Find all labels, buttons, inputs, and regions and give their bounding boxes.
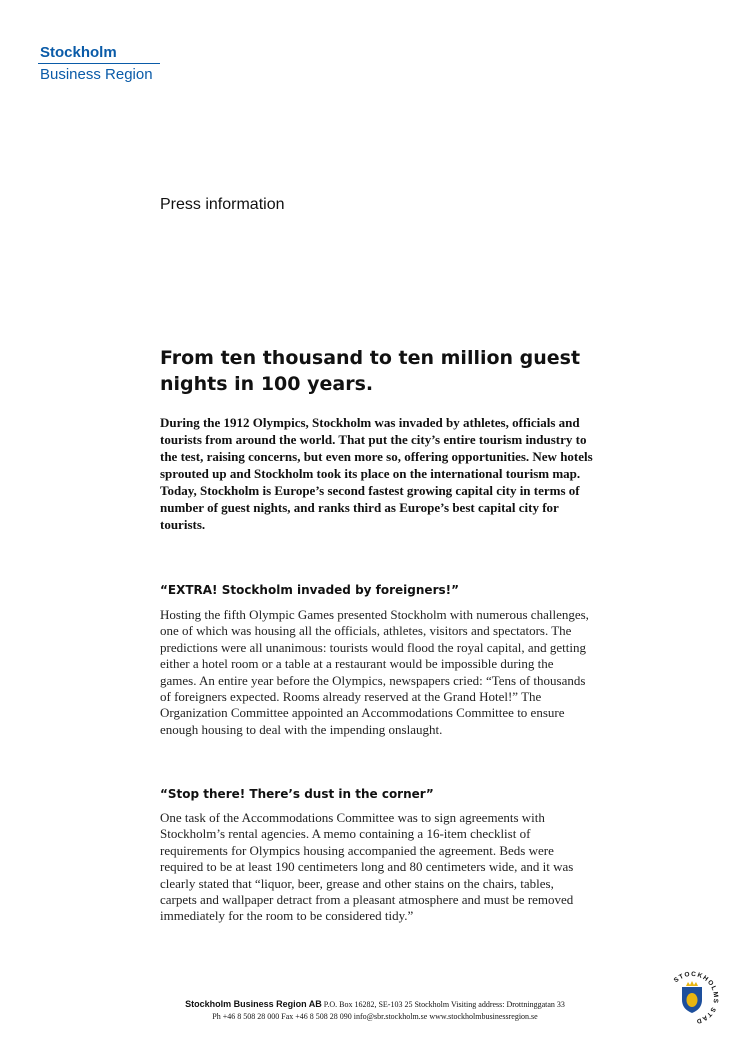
section-body-extra: Hosting the fifth Olympic Games presented Stockholm with numerous challenges, one of which was housing all the officials, athletes, visitors and spectators. The predictions were all unanimous: tourists would flood the royal capital, and getting either a hotel room or a table at a restaurant would be impossible during the games. An entire year before the Olympics, newspapers cried: “Tens of thousands of foreigners expected. Rooms already reserved at the Grand Hotel!” The Organization Committee appointed an Accommodations Committee to ensure enough housing to deal with the impending onslaught. xyxy=(160,607,589,737)
footer-company-name: Stockholm Business Region AB xyxy=(185,999,322,1009)
section-heading-extra: “EXTRA! Stockholm invaded by foreigners!” xyxy=(160,583,459,597)
logo-divider xyxy=(38,63,160,64)
seal-text: STOCKHOLMS STAD xyxy=(672,970,720,1025)
press-information-label: Press information xyxy=(160,196,285,213)
lead-paragraph: During the 1912 Olympics, Stockholm was invaded by athletes, officials and tourists from around the world. That put the city’s entire tourism industry to the test, raising concerns, but even more so, offering opportunities. New hotels sprouted up and Stockholm took its place on the international tourism map. Today, Stockholm is Europe’s second fastest growing capital city in terms of number of guest nights, and ranks third as Europe’s best capital city for tourists. xyxy=(160,415,593,532)
footer-address: P.O. Box 16282, SE-103 25 Stockholm Visiting address: Drottninggatan 33 xyxy=(321,1000,565,1009)
footer xyxy=(150,998,600,1023)
stockholm-business-region-logo xyxy=(38,44,160,84)
section-body-dust: One task of the Accommodations Committee was to sign agreements with Stockholm’s rental agencies. A memo containing a 16-item checklist of requirements for Olympics housing accompanied the agreement. Beds were required to be at least 190 centimeters long and 80 centimeters wide, and it was clearly stated that “liquor, beer, grease and other stains on the chairs, tables, carpets and wallpaper detract from a pleasant atmosphere and must be removed immediately for the room to be considered tidy.” xyxy=(160,810,574,924)
stockholm-city-seal-icon xyxy=(664,970,720,1026)
headline: From ten thousand to ten million guest nights in 100 years. xyxy=(160,347,581,395)
footer-line-2: Ph +46 8 508 28 000 Fax +46 8 508 28 090 info@sbr.stockholm.se www.stockholmbusinessregion.se xyxy=(212,1012,538,1021)
section-heading-dust: “Stop there! There’s dust in the corner” xyxy=(160,787,434,801)
logo-line-stockholm: Stockholm xyxy=(40,44,117,61)
footer-line-1 xyxy=(150,998,600,1011)
logo-line-business-region: Business Region xyxy=(40,66,153,83)
